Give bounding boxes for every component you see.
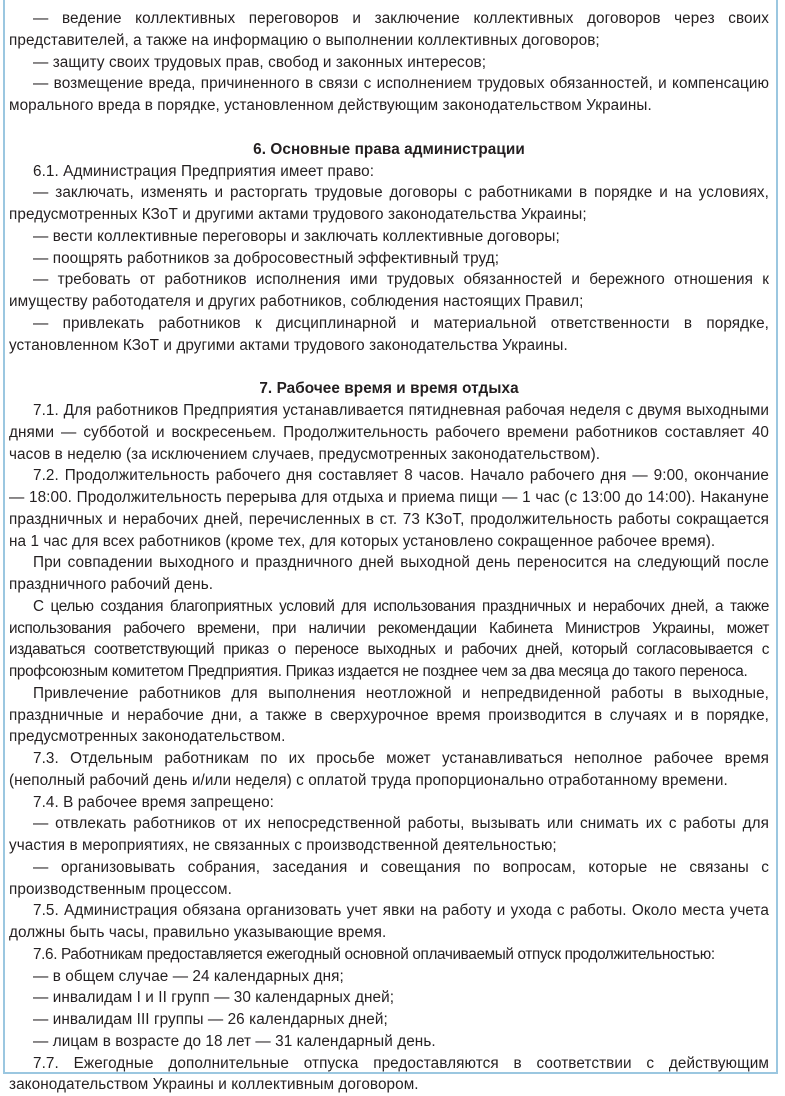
intro-item-1: — ведение коллективных переговоров и заключение коллективных договоров через своих представителей, а также на информацию о выполнении коллективных договоров; xyxy=(9,8,769,52)
paragraph-7-6-item-3: — инвалидам III группы — 26 календарных дней; xyxy=(9,1009,769,1031)
paragraph-7-2-transfer: С целью создания благоприятных условий для использования праздничных и нерабочих дней, а также использования рабочего времени, при наличии рекомендации Кабинета Министров Украины, может издаваться соответствующий приказ о переносе выходных и рабочих дней, который согласовывается с профсоюзным комитетом Предприятия. Приказ издается не позднее чем за два месяца до такого переноса. xyxy=(9,596,769,683)
section-6-item-3: — поощрять работников за добросовестный эффективный труд; xyxy=(9,248,769,270)
document-body xyxy=(9,8,769,1096)
paragraph-7-6: 7.6. Работникам предоставляется ежегодный основной оплачиваемый отпуск продолжительностью: xyxy=(9,944,769,966)
paragraph-7-6-item-2: — инвалидам I и II групп — 30 календарных дней; xyxy=(9,987,769,1009)
section-7-title: 7. Рабочее время и время отдыха xyxy=(9,378,769,400)
paragraph-7-4-item-1: — отвлекать работников от их непосредственной работы, вызывать или снимать их с работы для участия в мероприятиях, не связанных с производственной деятельностью; xyxy=(9,813,769,857)
intro-item-2: — защиту своих трудовых прав, свобод и законных интересов; xyxy=(9,52,769,74)
paragraph-7-2-holiday: При совпадении выходного и праздничного дней выходной день переносится на следующий после праздничного рабочий день. xyxy=(9,552,769,596)
section-6-item-2: — вести коллективные переговоры и заключать коллективные договоры; xyxy=(9,226,769,248)
paragraph-7-4-item-2: — организовывать собрания, заседания и совещания по вопросам, которые не связаны с производственным процессом. xyxy=(9,857,769,901)
paragraph-7-6-item-4: — лицам в возрасте до 18 лет — 31 календарный день. xyxy=(9,1031,769,1053)
paragraph-7-3: 7.3. Отдельным работникам по их просьбе может устанавливаться неполное рабочее время (неполный рабочий день и/или неделя) с оплатой труда пропорционально отработанному времени. xyxy=(9,748,769,792)
paragraph-7-4: 7.4. В рабочее время запрещено: xyxy=(9,792,769,814)
intro-item-3: — возмещение вреда, причиненного в связи с исполнением трудовых обязанностей, и компенсацию морального вреда в порядке, установленном действующим законодательством Украины. xyxy=(9,73,769,117)
paragraph-7-6-item-1: — в общем случае — 24 календарных дня; xyxy=(9,966,769,988)
paragraph-7-5: 7.5. Администрация обязана организовать учет явки на работу и ухода с работы. Около места учета должны быть часы, правильно указывающие время. xyxy=(9,900,769,944)
paragraph-7-2: 7.2. Продолжительность рабочего дня составляет 8 часов. Начало рабочего дня — 9:00, окончание — 18:00. Продолжительность перерыва для отдыха и приема пищи — 1 час (с 13:00 до 14:00). Накануне праздничных и нерабочих дней, перечисленных в ст. 73 КЗоТ, продолжительность работы сокращается на 1 час для всех работников (кроме тех, для которых установлено сокращенное рабочее время). xyxy=(9,465,769,552)
section-6-title: 6. Основные права администрации xyxy=(9,139,769,161)
section-6-lead: 6.1. Администрация Предприятия имеет право: xyxy=(9,161,769,183)
section-6-item-4: — требовать от работников исполнения ими трудовых обязанностей и бережного отношения к имуществу работодателя и других работников, соблюдения настоящих Правил; xyxy=(9,269,769,313)
section-6-item-1: — заключать, изменять и расторгать трудовые договоры с работниками в порядке и на условиях, предусмотренных КЗоТ и другими актами трудового законодательства Украины; xyxy=(9,182,769,226)
paragraph-7-2-overtime: Привлечение работников для выполнения неотложной и непредвиденной работы в выходные, праздничные и нерабочие дни, а также в сверхурочное время производится в случаях и в порядке, предусмотренных законодательством. xyxy=(9,683,769,748)
section-6-item-5: — привлекать работников к дисциплинарной и материальной ответственности в порядке, установленном КЗоТ и другими актами трудового законодательства Украины. xyxy=(9,313,769,357)
paragraph-7-7: 7.7. Ежегодные дополнительные отпуска предоставляются в соответствии с действующим законодательством Украины и коллективным договором. xyxy=(9,1053,769,1096)
paragraph-7-1: 7.1. Для работников Предприятия устанавливается пятидневная рабочая неделя с двумя выходными днями — субботой и воскресеньем. Продолжительность рабочего времени работников составляет 40 часов в неделю (за исключением случаев, предусмотренных законодательством). xyxy=(9,400,769,465)
